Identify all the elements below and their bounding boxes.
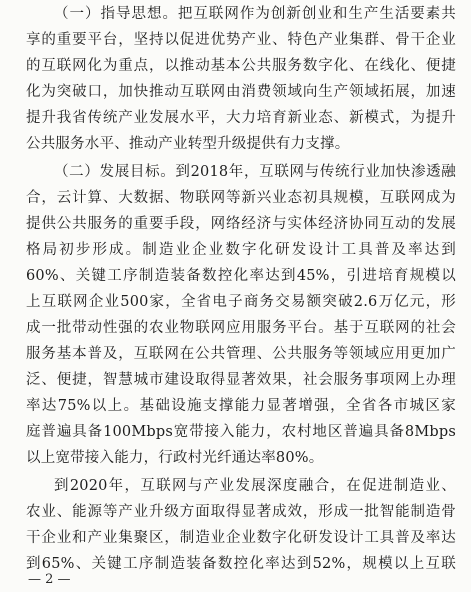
text-line: 上互联网企业500家，全省电子商务交易额突破2.6万亿元，形 <box>26 294 456 310</box>
text-line: 以上宽带接入能力，行政村光纤通达率80%。 <box>26 450 324 466</box>
text-line: 到65%、关键工序制造装备数控化率达到52%，规模以上互联 <box>26 556 456 572</box>
text-line: （二）发展目标。到2018年，互联网与传统行业加快渗透融 <box>54 164 456 180</box>
text-line: 庭普遍具备100Mbps宽带接入能力，农村地区普遍具备8Mbps <box>26 424 456 440</box>
text-line: 公共服务水平、推动产业转型升级提供有力支撑。 <box>26 136 350 152</box>
text-line: 享的重要平台，坚持以促进优势产业、特色产业集群、骨干企业 <box>26 32 456 48</box>
text-line: 60%、关键工序制造装备数控化率达到45%，引进培育规模以 <box>26 268 456 284</box>
text-line: 干企业和产业集聚区，制造业企业数字化研发设计工具普及率达 <box>26 530 456 546</box>
text-line: （一）指导思想。把互联网作为创新创业和生产生活要素共 <box>54 6 456 22</box>
text-line: 率达75%以上。基础设施支撑能力显著增强，全省各市城区家 <box>26 398 456 414</box>
text-line: 的互联网化为重点，以推动基本公共服务数字化、在线化、便捷 <box>26 58 456 74</box>
text-line: 提供公共服务的重要手段，网络经济与实体经济协同互动的发展 <box>26 216 456 232</box>
text-line: 泛、便捷，智慧城市建设取得显著效果，社会服务事项网上办理 <box>26 372 456 388</box>
text-line: 农业、能源等产业升级方面取得显著成效，形成一批智能制造骨 <box>26 504 456 520</box>
text-line: 合，云计算、大数据、物联网等新兴业态初具规模，互联网成为 <box>26 190 456 206</box>
page-number: — 2 — <box>28 572 71 587</box>
text-line: 格局初步形成。制造业企业数字化研发设计工具普及率达到 <box>26 242 456 258</box>
text-line: 服务基本普及，互联网在公共管理、公共服务等领域应用更加广 <box>26 346 456 362</box>
text-line: 提升我省传统产业发展水平，大力培育新业态、新模式，为提升 <box>26 110 456 126</box>
text-line: 到2020年，互联网与产业发展深度融合，在促进制造业、 <box>54 478 456 494</box>
text-line: 化为突破口，加快推动互联网由消费领域向生产领域拓展，加速 <box>26 84 456 100</box>
text-line: 成一批带动性强的农业物联网应用服务平台。基于互联网的社会 <box>26 320 456 336</box>
